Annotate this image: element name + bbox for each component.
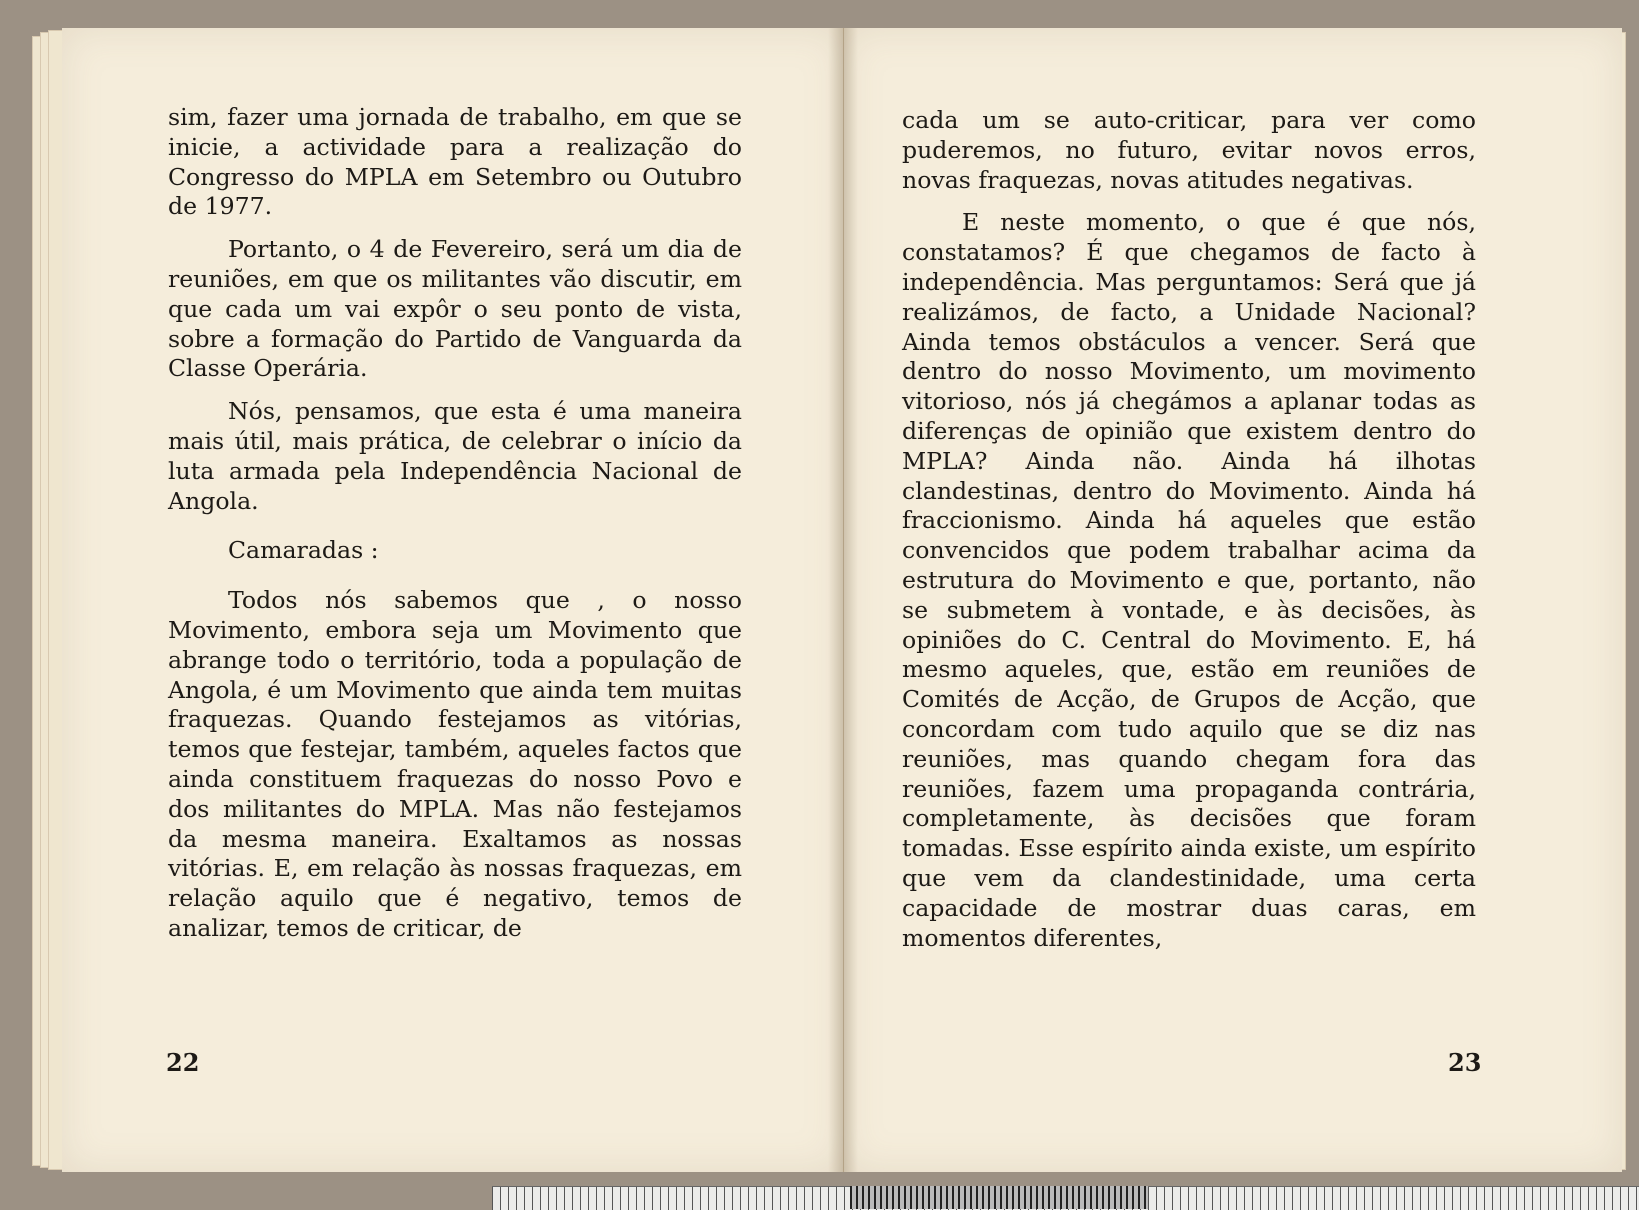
- left-page-text: [168, 103, 742, 957]
- book-gutter: [828, 28, 858, 1172]
- page-number-left: 22: [166, 1048, 200, 1077]
- paragraph: sim, fazer uma jornada de trabalho, em que se inicie, a actividade para a realização do Congresso do MPLA em Setembro ou Outubro de 1977.: [168, 103, 742, 221]
- ruler-scale-segment: [850, 1186, 1148, 1209]
- page-number-right: 23: [1448, 1048, 1482, 1077]
- right-page-text: [902, 106, 1476, 966]
- paragraph: Todos nós sabemos que , o nosso Movimento, embora seja um Movimento que abrange todo o território, toda a população de Angola, é um Movimento que ainda tem muitas fraquezas. Quando festejamos as vitórias, temos que festejar, também, aqueles factos que ainda constituem fraquezas do nosso Povo e dos militantes do MPLA. Mas não festejamos da mesma maneira. Exaltamos as nossas vitórias. E, em relação às nossas fraquezas, em relação aquilo que é negativo, temos de analizar, temos de criticar, de: [168, 586, 742, 942]
- paragraph: E neste momento, o que é que nós, constatamos? É que chegamos de facto à independência. Mas perguntamos: Será que já realizámos, de facto, a Unidade Nacional? Ainda temos obstáculos a vencer. Será que dentro do nosso Movimento, um movimento vitorioso, nós já chegámos a aplanar todas as diferenças de opinião que existem dentro do MPLA? Ainda não. Ainda há ilhotas clandestinas, dentro do Movimento. Ainda há fraccionismo. Ainda há aqueles que estão convencidos que podem trabalhar acima da estrutura do Movimento e que, portanto, não se submetem à vontade, e às decisões, às opiniões do C. Central do Movimento. E, há mesmo aqueles, que, estão em reuniões de Comités de Acção, de Grupos de Acção, que concordam com tudo aquilo que se diz nas reuniões, mas quando chegam fora das reuniões, fazem uma propaganda contrária, completamente, às decisões que foram tomadas. Esse espírito ainda existe, um espírito que vem da clandestinidade, uma certa capacidade de mostrar duas caras, em momentos diferentes,: [902, 208, 1476, 952]
- paragraph: Portanto, o 4 de Fevereiro, será um dia de reuniões, em que os militantes vão discutir, em que cada um vai expôr o seu ponto de vista, sobre a formação do Partido de Vanguarda da Classe Operária.: [168, 235, 742, 383]
- paragraph: Nós, pensamos, que esta é uma maneira mais útil, mais prática, de celebrar o início da luta armada pela Independência Nacional de Angola.: [168, 397, 742, 515]
- paragraph: cada um se auto-criticar, para ver como puderemos, no futuro, evitar novos erros, novas fraquezas, novas atitudes negativas.: [902, 106, 1476, 194]
- salutation: Camaradas :: [228, 536, 379, 565]
